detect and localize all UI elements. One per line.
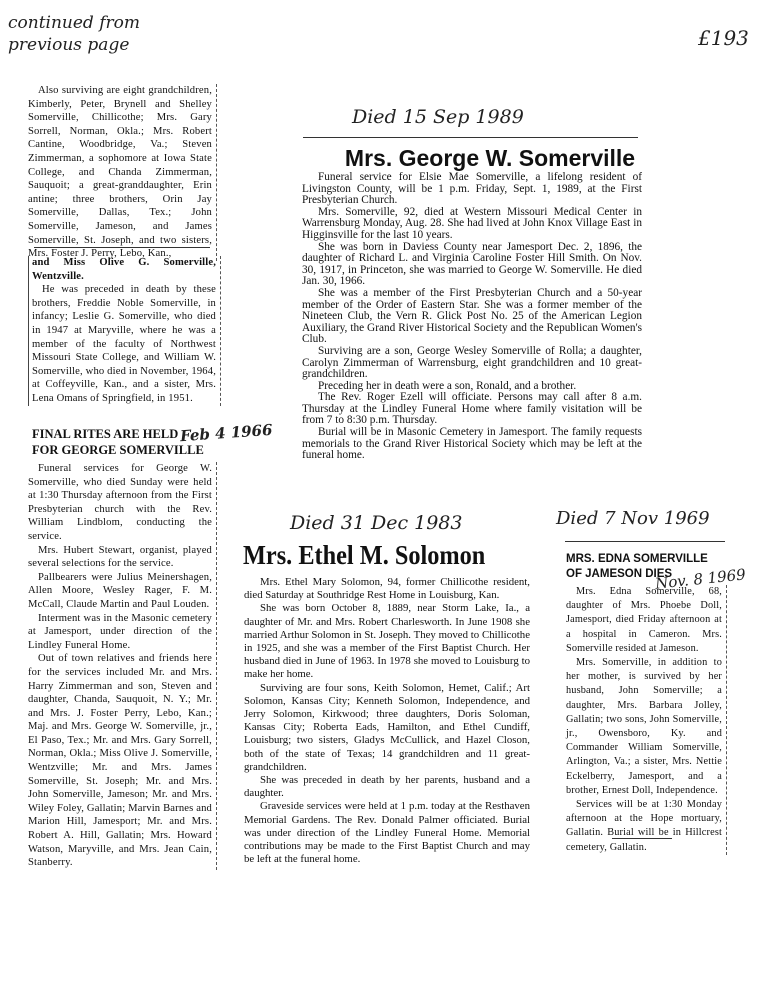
paragraph: Out of town relatives and friends here for the services included Mr. and Mrs. Harry Zimmerman and son, Steven and daughter, Chanda, Sauquoit, N. Y.; Mr. and Mrs. J. Foster Perry, Lebo, Kan.; Maj. and Mrs. George W. Somerville, jr., El Paso, Tex.; Mr. and Mrs. Gary Sorrell, Norman, Okla.; Miss Olive J. Somerville, Wentzville; Mr. and Mrs. James Somerville, St. Joseph; Mr. and Mrs. John Somerville, Jameson; Mr. and Mrs. Wiley Foley, Gallatin; Marvin Barnes and Marion Hill, Jamesport; Mr. and Mrs. Robert A. Hill, Gallatin; Mrs. Howard Watson, Maryville, and Mrs. Jean Cain, Stanberry. [28, 653, 212, 869]
paragraph: Preceding her in death were a son, Ronald, and a brother. [318, 379, 577, 392]
annotation-line: continued from [8, 13, 140, 33]
page-number-annotation: £193 [698, 26, 749, 50]
clipping-surviving [28, 84, 217, 261]
paragraph: Interment was in the Masonic cemetery at Jamesport, under direction of the Lindley Funeral Home. [28, 612, 212, 651]
article-ethel-solomon [244, 576, 530, 866]
died-date-annotation: Died 15 Sep 1989 [352, 106, 524, 128]
paragraph: Surviving are a son, George Wesley Somerville of Rolla; a daughter, Carolyn Zimmerman of Warrensburg, eight grandchildren and 10 great-grandchildren. [302, 344, 642, 381]
paragraph: Burial will be in Masonic Cemetery in Jamesport. The family requests memorials to the Grand River Historical Society which may be left at the funeral home. [302, 426, 642, 462]
date-annotation: Nov. 8 1969 [654, 565, 747, 593]
paragraph: Mrs. Hubert Stewart, organist, played several selections for the service. [28, 544, 212, 570]
died-date-annotation: Died 31 Dec 1983 [290, 512, 463, 534]
paragraph: She was born in Daviess County near Jamesport Dec. 2, 1896, the daughter of Richard L. and Virginia Caroline Foster Hill Smith. On Nov. 30, 1917, in Princeton, she was married to George W. Somerville. He died Jan. 30, 1966. [302, 240, 642, 288]
continued-annotation [8, 12, 140, 56]
paragraph: Also surviving are eight grandchildren, Kimberly, Peter, Brynell and Shelley Somerville, Chillicothe; Mrs. Gary Sorrell, Norman, Okla.; Mrs. Robert Cantine, Woodbridge, Va.; Steven Zimmerman, a sophomore at Iowa State College, and Chanda Zimmerman, Sauquoit; a great-granddaughter, Erin antine; three brothers, Orin Jay Somerville, Dallas, Tex.; John Somerville, Jameson, and James Somerville, St. Joseph, and two sisters, Mrs. Foster J. Perry, Lebo, Kan., [28, 85, 212, 260]
article-edna-somerville [566, 585, 727, 855]
paragraph-lead: and Miss Olive G. Somerville, Wentzville. [32, 257, 216, 282]
paragraph: Mrs. Edna Somerville, 68, daughter of Mrs. Phoebe Doll, Jamesport, died Friday afternoon at a hospital in Cameron. Mrs. Somerville resided at Jameson. [566, 586, 722, 654]
paragraph: Mrs. Somerville, 92, died at Western Missouri Medical Center in Warrensburg Monday, Aug. 28. She had lived at John Knox Village East in Higginsville for the last 10 years. [302, 205, 642, 241]
headline-line: MRS. EDNA SOMERVILLE [566, 553, 708, 565]
headline-edna-somerville [566, 552, 708, 582]
article-mrs-george-somerville [302, 172, 642, 462]
headline-george-somerville: Mrs. George W. Somerville [344, 145, 636, 171]
headline-ethel-solomon: Mrs. Ethel M. Solomon [243, 540, 486, 570]
paragraph: The Rev. Roger Ezell will officiate. Persons may call after 8 a.m. Thursday at the Lindley Funeral Home where family visitation will be from 7 to 8:30 p.m. Thursday. [302, 391, 642, 427]
paragraph: Graveside services were held at 1 p.m. today at the Resthaven Memorial Gardens. The Rev. Donald Palmer officiated. Burial was under direction of the Lindley Funeral Home. Memorial contributions may be made to the First Baptist Church and may be left at the funeral home. [244, 800, 530, 866]
paragraph: Services will be at 1:30 Monday afternoon at the Hope mortuary, Gallatin. Burial will be in Hillcrest cemetery, Gallatin. [566, 799, 722, 853]
paragraph: She was a member of the First Presbyterian Church and a 50-year member of the Order of Eastern Star. She was a former member of the Nineteen Club, the Vern R. Glick Post No. 25 of the American Legion Auxiliary, the Grand River Historical Society and the Republican Women's Club. [302, 286, 642, 346]
paragraph: Mrs. Somerville, in addition to her mother, is survived by her husband, John Somerville; a daughter, Mrs. Barbara Jolley, Gallatin; two sons, John Somerville, jr., Owensboro, Ky. and Commander William Somerville, Arlington, Va.; a sister, Mrs. Nettie Eckelberry, Jamesport, and a brother, Ernest Doll, Independence. [566, 657, 722, 796]
headline-line: FOR GEORGE SOMERVILLE [32, 443, 204, 457]
headline-final-rites [32, 426, 232, 458]
paragraph: She was preceded in death by her parents, husband and a daughter. [244, 774, 530, 800]
article-george-somerville-1966 [28, 462, 217, 870]
headline-line: OF JAMESON DIES [566, 568, 673, 580]
paragraph: Funeral service for Elsie Mae Somerville, a lifelong resident of Livingston County, will be 1 p.m. Friday, Sept. 1, 1989, at the First Presbyterian Church. [302, 171, 642, 207]
paragraph: Surviving are four sons, Keith Solomon, Hemet, Calif.; Art Solomon, Kansas City; Kenneth Solomon, Independence, and Jerry Solomon, Kirkwood; three daughters, Doris Soloman, Kansas City; Roberta Eads, Hamilton, and Ethel Cundiff, Louisburg; two sisters, Gladys McCullick, and Hazel Closon, both of the state of Texas; 14 grandchildren and 11 great-grandchildren. [244, 681, 530, 773]
died-date-annotation: Died 7 Nov 1969 [556, 508, 710, 529]
paragraph: Funeral services for George W. Somerville, who died Sunday were held at 1:30 Thursday afternoon from the First Presbyterian church with the Rev. William Lindblom, conducting the service. [28, 463, 212, 542]
date-annotation: Feb 4 1966 [179, 420, 274, 446]
annotation-line: previous page [8, 35, 130, 55]
paragraph: She was born October 8, 1889, near Storm Lake, Ia., a daughter of Mr. and Mrs. Robert Charlesworth. In June 1908 she married Arthur Solomon in St. Joseph. They moved to Chillicothe in 1925, and she was a member of the First Baptist Church. Her husband died in June of 1963. In 1978 she moved to Louisburg to make her home. [244, 602, 530, 681]
paragraph: Mrs. Ethel Mary Solomon, 94, former Chillicothe resident, died Saturday at Southridge Rest Home in Louisburg, Kan. [244, 576, 530, 602]
paragraph: He was preceded in death by these brothers, Freddie Noble Somerville, in infancy; Leslie G. Somerville, who died in 1947 at Maryville, where he was a member of the faculty of Northwest Missouri State College, and William W. Somerville, who died in November, 1964, at Coffeyville, Kan., and a sister, Mrs. Lena Omans of Springfield, in 1951. [32, 284, 216, 404]
clipping-preceded [28, 256, 221, 406]
headline-line: FINAL RITES ARE HELD [32, 427, 179, 441]
paragraph: Pallbearers were Julius Meinershagen, Allen Moore, Wesley Rager, F. M. McCall, Claude Martin and Paul Louden. [28, 571, 212, 610]
